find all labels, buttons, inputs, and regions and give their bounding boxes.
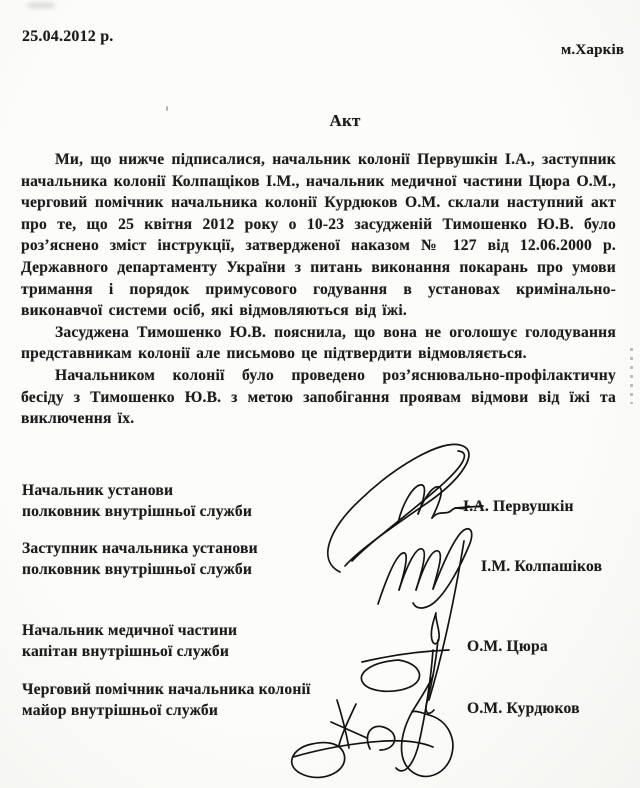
signatory-name: О.М. Курдюков <box>467 700 580 717</box>
signatory-position: Начальник установи <box>22 482 174 499</box>
signature-kurdyukov-ink <box>292 650 453 777</box>
signatory-titles <box>22 481 252 522</box>
paragraph-1: Ми, що нижче підписалися, начальник колонії Первушкін І.А., заступник начальника колонії Колпащіков І.М., начальник медичної частини Цюра О.М., черговий помічник начальника колонії Курдюков О.М. склали наступний акт про те, що 25 квітня 2012 року о 10-23 засудженій Тимошенко Ю.В. було роз’яснено зміст інструкції, затвердженої наказом № 127 від 12.06.2000 р. Державного департаменту України з питань виконання покарань про умови тримання і порядок примусового годування в установах кримінально-виконавчої системи осіб, які відмовляються від їжі. <box>21 151 616 320</box>
signature-tsyura-ink <box>361 613 449 713</box>
paragraph-3: Начальником колонії було проведено роз’яснювально-профілактичну бесіду з Тимошенко Ю.В. з метою запобігання проявам відмови від їжі та виключення їх. <box>21 366 616 428</box>
document-date: 25.04.2012 р. <box>22 28 114 45</box>
signatory-position: Заступник начальника установи <box>22 540 258 557</box>
signatory-rank: полковник внутрішньої служби <box>22 560 253 578</box>
signatory-titles <box>22 621 237 662</box>
paragraph-2: Засуджена Тимошенко Ю.В. пояснила, що вона не оголошує голодування представникам колонії але письмово це підтвердити відмовляється. <box>21 323 616 363</box>
signatory-rank: полковник внутрішньої служби <box>22 502 253 520</box>
signatory-titles <box>22 539 258 580</box>
signatory-position: Черговий помічник начальника колонії <box>22 681 311 698</box>
signatory-name: І.М. Колпашіков <box>481 558 603 575</box>
signatory-name: І.А. Первушкін <box>463 498 574 515</box>
signature-kolpashikov-ink <box>378 529 472 700</box>
document-title: Акт <box>329 111 361 130</box>
scan-artifact-smudge <box>28 3 54 8</box>
signatory-rank: майор внутрішньої служби <box>22 701 219 719</box>
scan-artifact-edge-dots <box>630 348 633 404</box>
signatory-name: О.М. Цюра <box>467 638 548 655</box>
signature-pervushkin-ink <box>328 444 483 572</box>
document-body <box>21 149 616 430</box>
signatory-titles <box>22 680 311 721</box>
document-place: м.Харків <box>561 42 625 58</box>
scan-artifact-tick <box>166 106 168 111</box>
signatory-rank: капітан внутрішньої служби <box>22 642 230 660</box>
signatory-position: Начальник медичної частини <box>22 622 238 639</box>
